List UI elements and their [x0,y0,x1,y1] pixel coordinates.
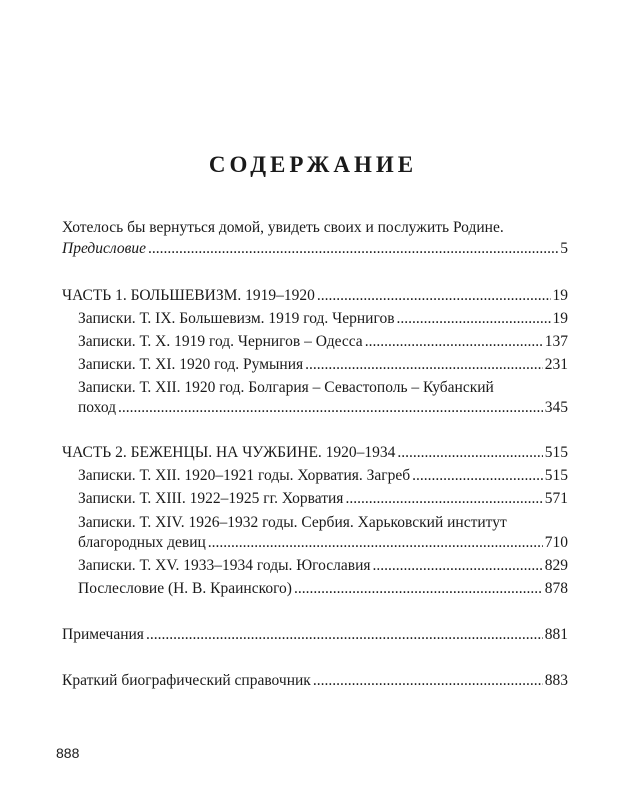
toc-entry[interactable] [78,398,568,418]
toc-page-number: 19 [552,310,568,327]
toc-entry-label: благородных девиц [78,534,206,551]
toc-page-number: 515 [544,467,568,484]
toc-page-number: 883 [544,672,568,689]
toc-entry[interactable] [78,309,568,329]
toc-page-number: 345 [544,399,568,416]
toc-entry-reference[interactable] [62,671,568,691]
toc-entry-label: Записки. Т. X. 1919 год. Чернигов – Одесса [78,333,363,350]
toc-entry[interactable] [78,556,568,576]
toc-entry[interactable] [78,355,568,375]
toc-entry-label: Записки. Т. XII. 1920–1921 годы. Хорватия. Загреб [78,467,411,484]
dot-leader [317,286,551,306]
toc-page-number: 19 [552,287,568,304]
dot-leader [294,579,543,599]
toc-entry-line: Записки. Т. XII. 1920 год. Болгария – Севастополь – Кубанский [78,379,494,396]
toc-page-number: 878 [544,580,568,597]
dot-leader [373,556,543,576]
toc-entry-label: Записки. Т. XI. 1920 год. Румыния [78,356,304,373]
toc-page-number: 231 [544,356,568,373]
toc-page-number: 710 [544,534,568,551]
toc-entry[interactable] [78,466,568,486]
toc-entry-line: Записки. Т. XIV. 1926–1932 годы. Сербия. Харьковский институт [78,514,507,531]
toc-entry-label: поход [78,399,117,416]
toc-page-number: 571 [544,490,568,507]
toc-page-number: 881 [544,626,568,643]
page-number-folio: 888 [56,745,80,761]
toc-entry-label: Примечания [62,626,144,643]
dot-leader [305,355,543,375]
toc-entry[interactable] [78,489,568,509]
toc-entry-notes[interactable] [62,625,568,645]
toc-entry[interactable] [78,332,568,352]
toc-entry[interactable] [78,533,568,553]
dot-leader [412,466,543,486]
dot-leader [365,332,543,352]
toc-page-number: 515 [544,444,568,461]
dot-leader [345,489,542,509]
preface-line: Хотелось бы вернуться домой, увидеть своих и послужить Родине. [62,219,504,236]
toc-entry-label: Предисловие [62,240,146,257]
dot-leader [146,625,543,645]
page-title: СОДЕРЖАНИЕ [208,152,418,177]
dot-leader [313,671,543,691]
toc-page-number: 829 [544,557,568,574]
toc-entry-label: Краткий биографический справочник [62,672,311,689]
dot-leader [397,309,551,329]
toc-part-label: ЧАСТЬ 1. БОЛЬШЕВИЗМ. 1919–1920 [62,287,315,304]
toc-entry-label: Послесловие (Н. В. Краинского) [78,580,292,597]
toc-entry[interactable] [78,579,568,599]
toc-entry-label: Записки. Т. XV. 1933–1934 годы. Югославия [78,557,371,574]
dot-leader [118,398,543,418]
toc-part-2[interactable] [62,443,568,463]
toc-entry-preface[interactable] [62,239,568,259]
toc-entry-label: Записки. Т. IX. Большевизм. 1919 год. Чернигов [78,310,395,327]
toc-part-label: ЧАСТЬ 2. БЕЖЕНЦЫ. НА ЧУЖБИНЕ. 1920–1934 [62,444,396,461]
dot-leader [208,533,543,553]
toc-page-number: 5 [560,240,568,257]
dot-leader [148,239,558,259]
toc-page-number: 137 [544,333,568,350]
toc-part-1[interactable] [62,286,568,306]
toc-entry-label: Записки. Т. XIII. 1922–1925 гг. Хорватия [78,490,344,507]
dot-leader [397,443,542,463]
